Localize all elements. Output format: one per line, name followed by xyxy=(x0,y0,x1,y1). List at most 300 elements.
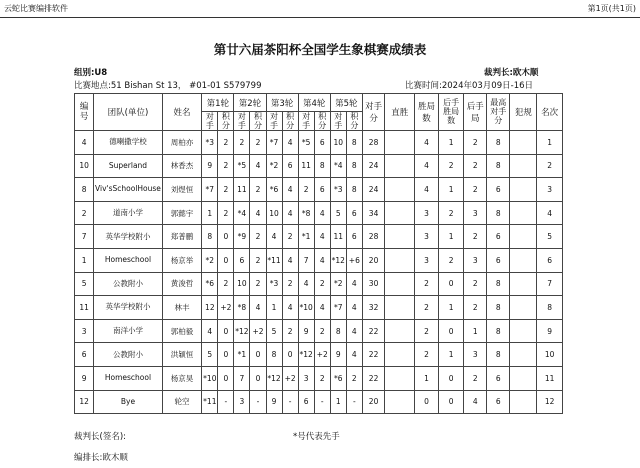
page-info: 第1页(共1页) xyxy=(587,4,636,13)
cell-rank: 10 xyxy=(537,343,563,367)
cell-no: 7 xyxy=(75,225,94,249)
cell-team: 公教附小 xyxy=(94,272,162,296)
cell-opp-total: 28 xyxy=(362,225,384,249)
cell-r2-opp: 6 xyxy=(234,248,250,272)
table-row xyxy=(75,272,563,296)
cell-black-games: 2 xyxy=(464,154,486,178)
cell-r5-opp: *7 xyxy=(330,296,346,320)
col-foul: 犯规 xyxy=(510,94,537,131)
cell-black-games: 2 xyxy=(464,225,486,249)
cell-r5-score: 4 xyxy=(346,296,362,320)
cell-rank: 12 xyxy=(537,390,563,414)
cell-team: Bye xyxy=(94,390,162,414)
cell-foul xyxy=(510,131,537,155)
cell-r4-opp: 7 xyxy=(298,248,314,272)
col-r3-score xyxy=(282,112,298,131)
cell-rank: 9 xyxy=(537,319,563,343)
cell-r1-score: 0 xyxy=(218,319,234,343)
cell-r2-opp: *12 xyxy=(234,319,250,343)
group-label: 组别:U8 xyxy=(74,68,108,78)
cell-black-games: 2 xyxy=(464,131,486,155)
cell-r3-score: 2 xyxy=(282,225,298,249)
venue-label: 比赛地点:51 Bishan St 13， #01-01 S579799 xyxy=(74,81,262,91)
cell-r1-score: 2 xyxy=(218,131,234,155)
cell-direct xyxy=(385,272,415,296)
cell-opp-total: 20 xyxy=(362,390,384,414)
cell-wins: 2 xyxy=(415,343,439,367)
cell-r1-score: 0 xyxy=(218,248,234,272)
cell-r2-score: 2 xyxy=(250,225,266,249)
cell-r4-opp: 2 xyxy=(298,178,314,202)
cell-r5-score: 4 xyxy=(346,272,362,296)
cell-r5-score: - xyxy=(346,390,362,414)
col-r1-score xyxy=(218,112,234,131)
cell-r2-score: 2 xyxy=(250,272,266,296)
cell-black-wins: 2 xyxy=(438,154,464,178)
col-rank: 名次 xyxy=(537,94,563,131)
table-row xyxy=(75,248,563,272)
cell-r3-score: 4 xyxy=(282,178,298,202)
cell-direct xyxy=(385,366,415,390)
col-r5-score xyxy=(346,112,362,131)
cell-r3-opp: *11 xyxy=(266,248,282,272)
cell-wins: 4 xyxy=(415,131,439,155)
cell-wins: 3 xyxy=(415,248,439,272)
cell-team: Homeschool xyxy=(94,248,162,272)
results-table xyxy=(74,93,563,414)
col-r5-opp-label: 对手 xyxy=(334,112,343,130)
cell-r5-opp: *12 xyxy=(330,248,346,272)
cell-r3-opp: 5 xyxy=(266,319,282,343)
cell-r4-opp: *10 xyxy=(298,296,314,320)
cell-r3-score: 4 xyxy=(282,248,298,272)
cell-foul xyxy=(510,225,537,249)
cell-r4-opp: 3 xyxy=(298,366,314,390)
cell-black-wins: 1 xyxy=(438,225,464,249)
col-round-4: 第4轮 xyxy=(298,94,330,112)
cell-r4-score: - xyxy=(314,390,330,414)
table-row xyxy=(75,201,563,225)
col-r3-score-label: 积分 xyxy=(286,112,295,130)
cell-black-wins: 0 xyxy=(438,319,464,343)
cell-no: 11 xyxy=(75,296,94,320)
cell-no: 2 xyxy=(75,201,94,225)
col-r1-opp-label: 对手 xyxy=(205,112,214,130)
page-title: 第廿六届茶阳杯全国学生象棋赛成绩表 xyxy=(213,42,427,57)
cell-r2-opp: *9 xyxy=(234,225,250,249)
first-move-note: *号代表先手 xyxy=(293,432,340,442)
cell-foul xyxy=(510,272,537,296)
cell-r3-score: 4 xyxy=(282,296,298,320)
cell-opp-total: 34 xyxy=(362,201,384,225)
cell-r2-opp: *8 xyxy=(234,296,250,320)
cell-black-games: 2 xyxy=(464,296,486,320)
cell-black-games: 3 xyxy=(464,343,486,367)
col-opp-total-label: 对手分 xyxy=(365,102,383,124)
cell-max-score: 8 xyxy=(486,131,510,155)
cell-name: 杨京举 xyxy=(162,248,202,272)
cell-wins: 3 xyxy=(415,201,439,225)
cell-r3-score: 4 xyxy=(282,201,298,225)
table-row xyxy=(75,154,563,178)
cell-no: 3 xyxy=(75,319,94,343)
cell-no: 4 xyxy=(75,131,94,155)
cell-r1-opp: 8 xyxy=(202,225,218,249)
cell-rank: 1 xyxy=(537,131,563,155)
cell-r3-opp: 9 xyxy=(266,390,282,414)
cell-foul xyxy=(510,390,537,414)
cell-foul xyxy=(510,248,537,272)
cell-r1-opp: *11 xyxy=(202,390,218,414)
cell-team: 公教附小 xyxy=(94,343,162,367)
cell-name: 轮空 xyxy=(162,390,202,414)
cell-black-wins: 1 xyxy=(438,131,464,155)
cell-r1-opp: 5 xyxy=(202,343,218,367)
cell-wins: 1 xyxy=(415,366,439,390)
table-row xyxy=(75,178,563,202)
cell-wins: 2 xyxy=(415,272,439,296)
col-r5-opp xyxy=(330,112,346,131)
cell-no: 9 xyxy=(75,366,94,390)
cell-max-score: 6 xyxy=(486,178,510,202)
col-r2-opp-label: 对手 xyxy=(237,112,246,130)
cell-team: 道南小学 xyxy=(94,201,162,225)
cell-r3-score: 2 xyxy=(282,272,298,296)
cell-r5-opp: 10 xyxy=(330,131,346,155)
cell-name: 郭柏毅 xyxy=(162,319,202,343)
cell-r2-score: - xyxy=(250,390,266,414)
cell-opp-total: 28 xyxy=(362,131,384,155)
table-row xyxy=(75,319,563,343)
cell-direct xyxy=(385,319,415,343)
cell-r5-score: 8 xyxy=(346,131,362,155)
cell-black-games: 4 xyxy=(464,390,486,414)
cell-r3-opp: 10 xyxy=(266,201,282,225)
col-r1-opp xyxy=(202,112,218,131)
cell-r3-opp: *12 xyxy=(266,366,282,390)
cell-black-games: 2 xyxy=(464,178,486,202)
cell-r1-score: 2 xyxy=(218,178,234,202)
col-r2-score xyxy=(250,112,266,131)
cell-name: 黄浚哲 xyxy=(162,272,202,296)
cell-r3-opp: 1 xyxy=(266,296,282,320)
cell-opp-total: 24 xyxy=(362,178,384,202)
cell-r5-score: 4 xyxy=(346,319,362,343)
referee-label: 裁判长:欧木顺 xyxy=(484,68,539,78)
cell-r4-opp: *5 xyxy=(298,131,314,155)
cell-rank: 7 xyxy=(537,272,563,296)
cell-r1-score: 2 xyxy=(218,272,234,296)
cell-r1-opp: *10 xyxy=(202,366,218,390)
cell-r2-score: 4 xyxy=(250,296,266,320)
cell-direct xyxy=(385,131,415,155)
header-divider xyxy=(0,17,640,18)
cell-no: 5 xyxy=(75,272,94,296)
cell-name: 郑普鹏 xyxy=(162,225,202,249)
table-row xyxy=(75,296,563,320)
cell-r2-opp: 3 xyxy=(234,390,250,414)
cell-max-score: 6 xyxy=(486,225,510,249)
table-row xyxy=(75,225,563,249)
cell-black-wins: 2 xyxy=(438,248,464,272)
cell-r2-opp: *1 xyxy=(234,343,250,367)
cell-r2-opp: *4 xyxy=(234,201,250,225)
col-r3-opp xyxy=(266,112,282,131)
cell-r1-score: - xyxy=(218,390,234,414)
cell-r3-opp: *7 xyxy=(266,131,282,155)
col-r4-opp-label: 对手 xyxy=(302,112,311,130)
cell-r4-score: 4 xyxy=(314,225,330,249)
cell-r5-opp: 8 xyxy=(330,319,346,343)
cell-black-games: 2 xyxy=(464,272,486,296)
cell-r5-opp: 1 xyxy=(330,390,346,414)
cell-r1-opp: 4 xyxy=(202,319,218,343)
cell-r3-score: +2 xyxy=(282,366,298,390)
cell-wins: 3 xyxy=(415,225,439,249)
col-round-2: 第2轮 xyxy=(234,94,266,112)
col-max-score xyxy=(486,94,510,131)
cell-name: 洪颖恒 xyxy=(162,343,202,367)
col-name: 姓名 xyxy=(162,94,202,131)
results-body xyxy=(75,131,563,414)
cell-name: 林丰 xyxy=(162,296,202,320)
col-wins xyxy=(415,94,439,131)
cell-name: 郭懿宇 xyxy=(162,201,202,225)
cell-direct xyxy=(385,201,415,225)
col-r1-score-label: 积分 xyxy=(221,112,230,130)
cell-r2-opp: 10 xyxy=(234,272,250,296)
cell-rank: 11 xyxy=(537,366,563,390)
col-r4-score-label: 积分 xyxy=(318,112,327,130)
cell-wins: 2 xyxy=(415,296,439,320)
cell-rank: 2 xyxy=(537,154,563,178)
cell-no: 1 xyxy=(75,248,94,272)
col-round-1: 第1轮 xyxy=(202,94,234,112)
cell-r4-score: 2 xyxy=(314,319,330,343)
cell-r5-opp: 9 xyxy=(330,343,346,367)
col-round-5: 第5轮 xyxy=(330,94,362,112)
cell-opp-total: 30 xyxy=(362,272,384,296)
cell-r3-opp: 8 xyxy=(266,343,282,367)
cell-r5-score: 2 xyxy=(346,366,362,390)
cell-r3-opp: 4 xyxy=(266,225,282,249)
cell-r5-opp: *4 xyxy=(330,154,346,178)
cell-r1-score: 2 xyxy=(218,154,234,178)
cell-wins: 4 xyxy=(415,178,439,202)
cell-opp-total: 20 xyxy=(362,248,384,272)
cell-r3-score: - xyxy=(282,390,298,414)
cell-foul xyxy=(510,296,537,320)
cell-black-wins: 0 xyxy=(438,366,464,390)
col-black-games xyxy=(464,94,486,131)
cell-team: Superland xyxy=(94,154,162,178)
col-wins-label: 胜局数 xyxy=(418,102,436,124)
cell-r1-opp: 1 xyxy=(202,201,218,225)
cell-r3-score: 6 xyxy=(282,154,298,178)
cell-r5-score: 6 xyxy=(346,225,362,249)
cell-r3-score: 0 xyxy=(282,343,298,367)
cell-direct xyxy=(385,343,415,367)
cell-wins: 2 xyxy=(415,319,439,343)
cell-r2-score: 2 xyxy=(250,131,266,155)
cell-r1-opp: *6 xyxy=(202,272,218,296)
cell-foul xyxy=(510,343,537,367)
cell-black-games: 1 xyxy=(464,319,486,343)
dates-label: 比赛时间:2024年03月09日-16日 xyxy=(405,81,534,91)
cell-black-wins: 1 xyxy=(438,178,464,202)
cell-foul xyxy=(510,154,537,178)
table-row xyxy=(75,131,563,155)
cell-team: Viv'sSchoolHouse xyxy=(94,178,162,202)
col-no-label: 编号 xyxy=(79,102,89,122)
cell-r4-score: 2 xyxy=(314,272,330,296)
cell-black-games: 3 xyxy=(464,248,486,272)
cell-r2-score: +2 xyxy=(250,319,266,343)
cell-team: 英华学校附小 xyxy=(94,225,162,249)
col-black-wins xyxy=(438,94,464,131)
cell-opp-total: 32 xyxy=(362,296,384,320)
cell-black-wins: 0 xyxy=(438,390,464,414)
cell-no: 12 xyxy=(75,390,94,414)
cell-opp-total: 22 xyxy=(362,366,384,390)
cell-rank: 3 xyxy=(537,178,563,202)
cell-r2-score: 4 xyxy=(250,154,266,178)
cell-name: 林香杰 xyxy=(162,154,202,178)
cell-r3-opp: *3 xyxy=(266,272,282,296)
table-row xyxy=(75,343,563,367)
cell-r4-score: 2 xyxy=(314,366,330,390)
cell-name: 刘煜恒 xyxy=(162,178,202,202)
cell-r1-score: 2 xyxy=(218,201,234,225)
col-r3-opp-label: 对手 xyxy=(270,112,279,130)
cell-wins: 0 xyxy=(415,390,439,414)
cell-team: 德喇撒学校 xyxy=(94,131,162,155)
table-row xyxy=(75,366,563,390)
col-round-3: 第3轮 xyxy=(266,94,298,112)
col-max-score-label: 最高对手分 xyxy=(490,98,507,125)
cell-r5-opp: *3 xyxy=(330,178,346,202)
cell-team: 英华学校附小 xyxy=(94,296,162,320)
col-r5-score-label: 积分 xyxy=(350,112,359,130)
col-r4-opp xyxy=(298,112,314,131)
cell-rank: 6 xyxy=(537,248,563,272)
cell-r1-score: 0 xyxy=(218,343,234,367)
cell-black-games: 2 xyxy=(464,366,486,390)
cell-direct xyxy=(385,225,415,249)
col-r4-score xyxy=(314,112,330,131)
cell-max-score: 8 xyxy=(486,319,510,343)
col-black-games-label: 后手局 xyxy=(466,102,484,124)
cell-max-score: 6 xyxy=(486,390,510,414)
cell-r3-score: 4 xyxy=(282,131,298,155)
cell-opp-total: 24 xyxy=(362,154,384,178)
cell-foul xyxy=(510,319,537,343)
cell-r4-score: 4 xyxy=(314,296,330,320)
cell-opp-total: 22 xyxy=(362,343,384,367)
cell-direct xyxy=(385,178,415,202)
cell-r4-score: 6 xyxy=(314,131,330,155)
cell-r4-opp: 6 xyxy=(298,390,314,414)
cell-r2-score: 2 xyxy=(250,248,266,272)
cell-wins: 4 xyxy=(415,154,439,178)
cell-black-wins: 2 xyxy=(438,201,464,225)
cell-foul xyxy=(510,201,537,225)
cell-r5-score: 4 xyxy=(346,343,362,367)
cell-direct xyxy=(385,154,415,178)
app-name: 云蛇比赛编排软件 xyxy=(4,4,68,13)
cell-rank: 4 xyxy=(537,201,563,225)
cell-r4-score: 8 xyxy=(314,154,330,178)
cell-max-score: 8 xyxy=(486,343,510,367)
signature-label: 裁判长(签名): xyxy=(74,432,126,442)
cell-max-score: 6 xyxy=(486,248,510,272)
cell-r4-opp: *12 xyxy=(298,343,314,367)
cell-r1-opp: 12 xyxy=(202,296,218,320)
cell-name: 杨京昊 xyxy=(162,366,202,390)
col-team: 团队(单位) xyxy=(94,94,162,131)
cell-r3-opp: *6 xyxy=(266,178,282,202)
cell-r1-opp: 9 xyxy=(202,154,218,178)
cell-black-wins: 0 xyxy=(438,272,464,296)
cell-r2-opp: 2 xyxy=(234,131,250,155)
cell-black-wins: 1 xyxy=(438,343,464,367)
arranger-label: 编排长:欧木顺 xyxy=(74,453,128,463)
cell-r4-score: +2 xyxy=(314,343,330,367)
cell-r1-score: 0 xyxy=(218,366,234,390)
cell-black-wins: 1 xyxy=(438,296,464,320)
cell-foul xyxy=(510,178,537,202)
cell-r3-score: 2 xyxy=(282,319,298,343)
col-r2-score-label: 积分 xyxy=(253,112,262,130)
cell-r4-score: 6 xyxy=(314,178,330,202)
cell-team: Homeschool xyxy=(94,366,162,390)
cell-team: 南洋小学 xyxy=(94,319,162,343)
cell-r4-opp: 4 xyxy=(298,272,314,296)
cell-r2-score: 4 xyxy=(250,201,266,225)
cell-r5-score: 6 xyxy=(346,201,362,225)
cell-r1-opp: *2 xyxy=(202,248,218,272)
cell-rank: 5 xyxy=(537,225,563,249)
cell-rank: 8 xyxy=(537,296,563,320)
cell-r4-opp: 11 xyxy=(298,154,314,178)
cell-r5-score: 8 xyxy=(346,178,362,202)
col-black-wins-label: 后手胜局数 xyxy=(443,98,460,125)
cell-r4-score: 4 xyxy=(314,201,330,225)
cell-r2-score: 2 xyxy=(250,178,266,202)
cell-name: 周柏亦 xyxy=(162,131,202,155)
cell-r5-opp: *6 xyxy=(330,366,346,390)
cell-r3-opp: *2 xyxy=(266,154,282,178)
cell-r5-opp: 11 xyxy=(330,225,346,249)
col-direct: 直胜 xyxy=(385,94,415,131)
cell-max-score: 8 xyxy=(486,201,510,225)
col-opp-total xyxy=(362,94,384,131)
cell-r4-score: 4 xyxy=(314,248,330,272)
cell-r1-score: +2 xyxy=(218,296,234,320)
table-row xyxy=(75,390,563,414)
cell-max-score: 6 xyxy=(486,366,510,390)
cell-r1-opp: *3 xyxy=(202,131,218,155)
cell-no: 10 xyxy=(75,154,94,178)
cell-r2-score: 0 xyxy=(250,366,266,390)
col-r2-opp xyxy=(234,112,250,131)
cell-r4-opp: 9 xyxy=(298,319,314,343)
cell-black-games: 3 xyxy=(464,201,486,225)
cell-r5-opp: 5 xyxy=(330,201,346,225)
cell-r1-score: 0 xyxy=(218,225,234,249)
cell-r2-opp: 11 xyxy=(234,178,250,202)
cell-max-score: 8 xyxy=(486,296,510,320)
